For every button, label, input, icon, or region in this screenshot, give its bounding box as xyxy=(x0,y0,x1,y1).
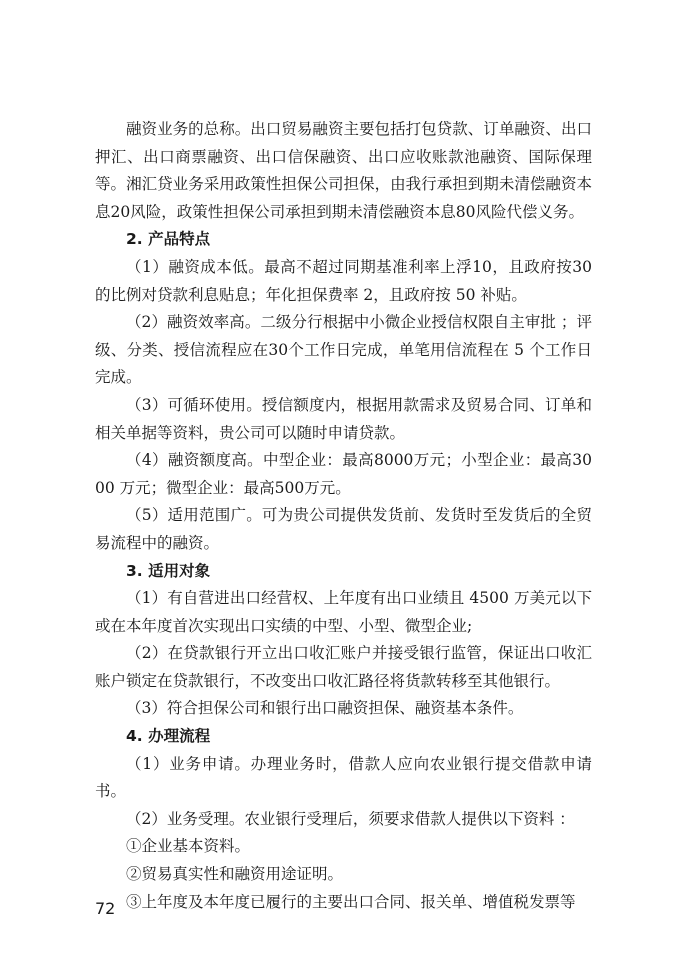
section-heading-features: 2. 产品特点 xyxy=(126,230,211,249)
process-item-1: （1）业务申请。办理业务时，借款人应向农业银行提交借款申请书。 xyxy=(95,754,592,801)
section-heading-process: 4. 办理流程 xyxy=(126,727,211,746)
page-number: 72 xyxy=(95,899,116,918)
feature-item-2: （2）融资效率高。二级分行根据中小微企业授信权限自主审批 ；评级、分类、授信流程应在30个工作日完成，单笔用信流程在 5 个工作日完成。 xyxy=(95,313,592,387)
intro-paragraph: 融资业务的总称。出口贸易融资主要包括打包贷款、订单融资、出口押汇、出口商票融资、出口信保融资、出口应收账款池融资、国际保理等。湘汇贷业务采用政策性担保公司担保，由我行承担到期未清偿融资本息20风险，政策性担保公司承担到期未清偿融资本息80风险代偿义务。 xyxy=(95,120,592,221)
target-item-3: （3）符合担保公司和银行出口融资担保、融资基本条件。 xyxy=(126,699,524,718)
target-item-1: （1）有自营进出口经营权、上年度有出口业绩且 4500 万美元以下或在本年度首次实现出口实绩的中型、小型、微型企业; xyxy=(95,589,592,635)
process-item-5: ③上年度及本年度已履行的主要出口合同、报关单、增值税发票等 xyxy=(126,892,576,911)
process-item-2: （2）业务受理。农业银行受理后，须要求借款人提供以下资料 ： xyxy=(126,809,575,828)
process-item-3: ①企业基本资料。 xyxy=(126,837,251,856)
process-item-4: ②贸易真实性和融资用途证明。 xyxy=(126,865,344,884)
feature-item-5: （5）适用范围广。可为贵公司提供发货前、发货时至发货后的全贸易流程中的融资。 xyxy=(95,506,592,552)
section-heading-target: 3. 适用对象 xyxy=(126,561,211,580)
document-body xyxy=(95,116,592,916)
feature-item-3: （3）可循环使用。授信额度内，根据用款需求及贸易合同、订单和相关单据等资料，贵公司可以随时申请贷款。 xyxy=(95,395,592,442)
target-item-2: （2）在贷款银行开立出口收汇账户并接受银行监管，保证出口收汇账户锁定在贷款银行，不改变出口收汇路径将货款转移至其他银行。 xyxy=(95,644,592,690)
feature-item-4: （4）融资额度高。中型企业：最高8000万元；小型企业：最高3000 万元；微型企业：最高500万元。 xyxy=(95,451,592,497)
feature-item-1: （1）融资成本低。最高不超过同期基准利率上浮10，且政府按30的比例对贷款利息贴息；年化担保费率 2，且政府按 50 补贴。 xyxy=(95,257,592,304)
